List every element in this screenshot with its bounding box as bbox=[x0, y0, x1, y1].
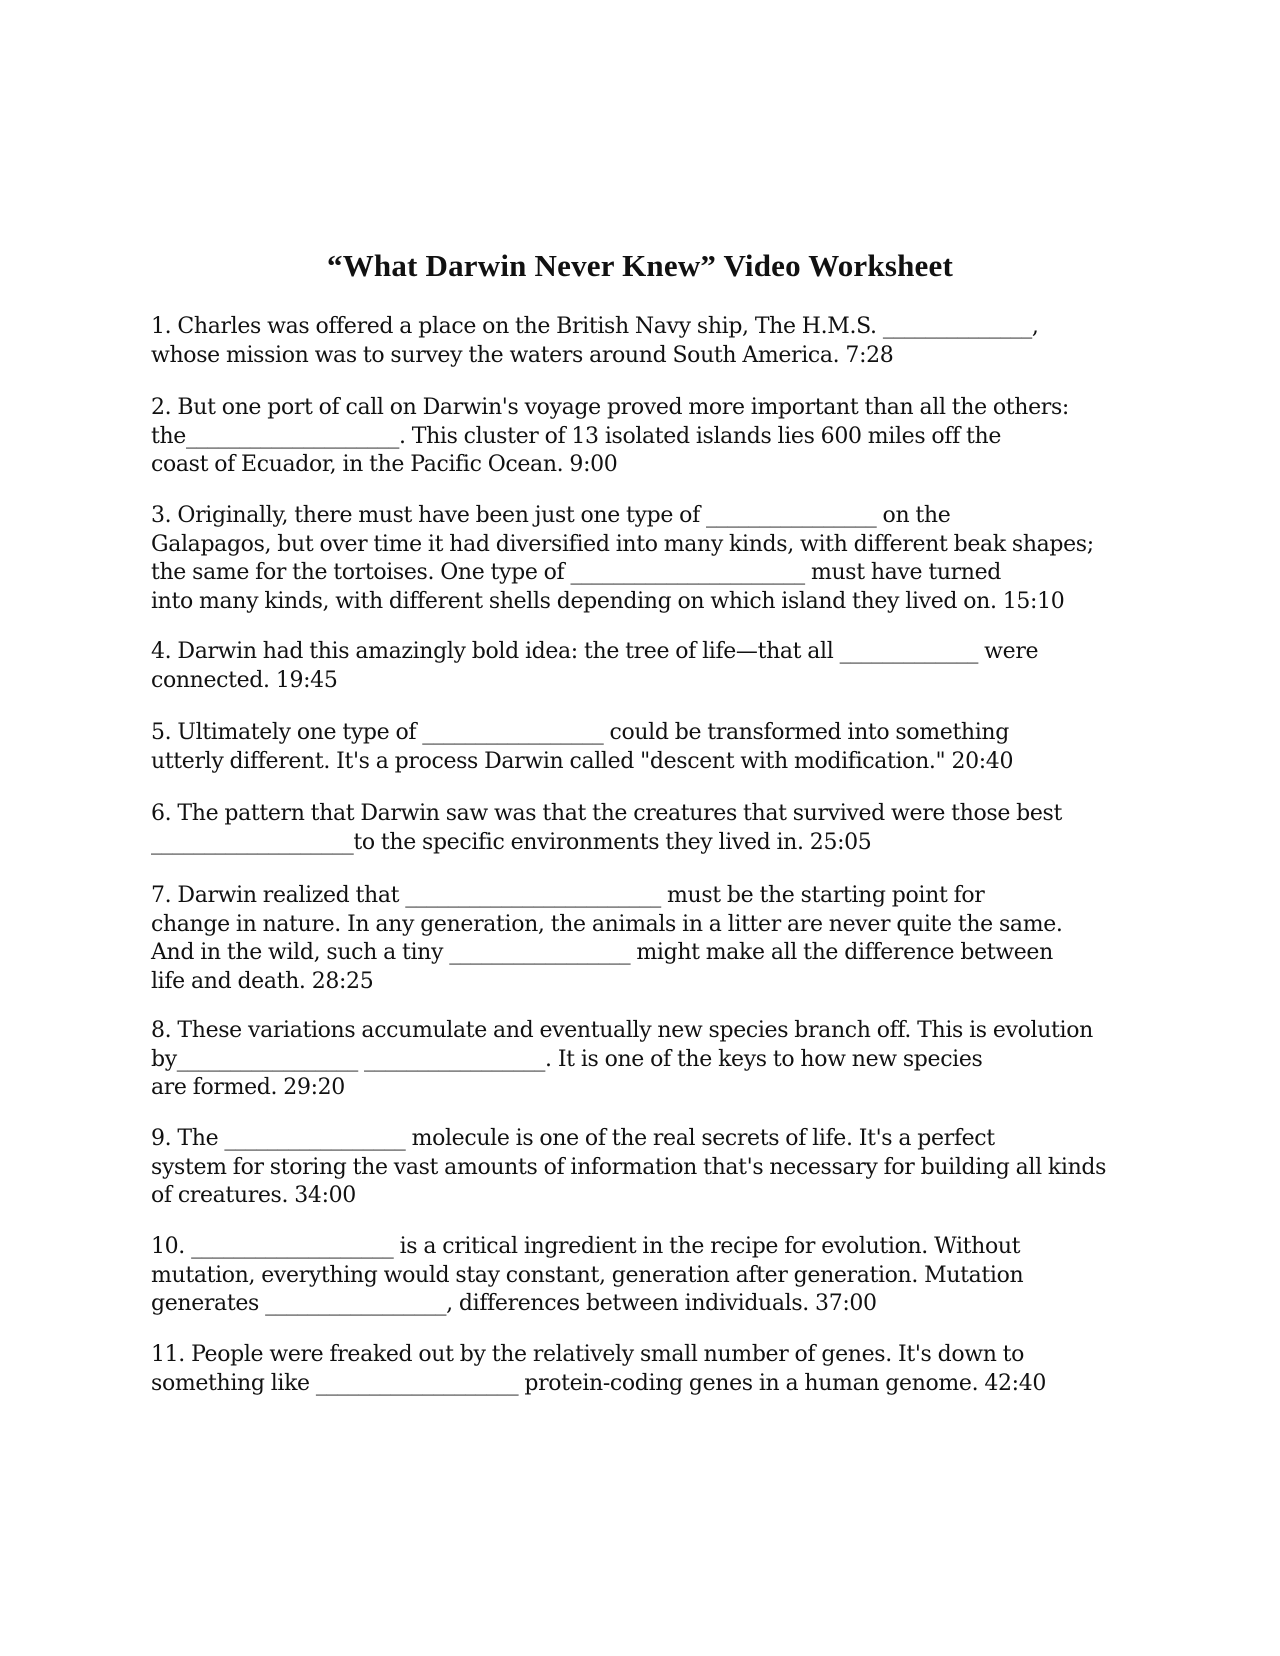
question-8 bbox=[151, 1017, 1093, 1103]
question-line: are formed. 29:20 bbox=[151, 1075, 345, 1100]
question-line: into many kinds, with different shells depending on which island they lived on. 15:10 bbox=[151, 588, 1065, 614]
question-line: system for storing the vast amounts of information that's necessary for building all kinds bbox=[151, 1154, 1107, 1180]
question-line: the same for the tortoises. One type of ______________________ must have turned bbox=[151, 560, 1002, 585]
question-line: 7. Darwin realized that ________________________ must be the starting point for bbox=[151, 883, 985, 908]
question-7 bbox=[151, 882, 1063, 996]
question-line: 6. The pattern that Darwin saw was that the creatures that survived were those best bbox=[151, 801, 1062, 826]
question-line: 9. The _________________ molecule is one of the real secrets of life. It's a perfect bbox=[151, 1126, 995, 1151]
question-line: 10. ___________________ is a critical ingredient in the recipe for evolution. Without bbox=[151, 1234, 1021, 1259]
question-line: something like ___________________ protein-coding genes in a human genome. 42:40 bbox=[151, 1370, 1047, 1396]
question-line: the____________________. This cluster of 13 isolated islands lies 600 miles off the bbox=[151, 423, 1002, 449]
question-line: 1. Charles was offered a place on the British Navy ship, The H.M.S. ______________, bbox=[151, 314, 1039, 339]
question-4 bbox=[151, 638, 1038, 695]
question-line: 2. But one port of call on Darwin's voyage proved more important than all the others: bbox=[151, 395, 1069, 420]
question-line: life and death. 28:25 bbox=[151, 968, 374, 994]
question-line: Galapagos, but over time it had diversified into many kinds, with different beak shapes; bbox=[151, 531, 1094, 557]
question-line: of creatures. 34:00 bbox=[151, 1183, 356, 1208]
question-line: change in nature. In any generation, the animals in a litter are never quite the same. bbox=[151, 911, 1063, 937]
question-line: ___________________to the specific environments they lived in. 25:05 bbox=[151, 829, 872, 855]
question-line: mutation, everything would stay constant, generation after generation. Mutation bbox=[151, 1262, 1024, 1288]
question-10 bbox=[151, 1233, 1023, 1319]
question-2 bbox=[151, 394, 1069, 480]
question-line: generates _________________, differences between individuals. 37:00 bbox=[151, 1291, 877, 1316]
question-6 bbox=[151, 800, 1062, 857]
question-line: by_________________ _________________. It is one of the keys to how new species bbox=[151, 1046, 983, 1072]
question-line: 11. People were freaked out by the relatively small number of genes. It's down to bbox=[151, 1342, 1025, 1367]
question-line: connected. 19:45 bbox=[151, 667, 338, 693]
question-line: 4. Darwin had this amazingly bold idea: the tree of life—that all _____________ were bbox=[151, 639, 1039, 664]
question-line: 3. Originally, there must have been just one type of ________________ on the bbox=[151, 503, 951, 528]
question-5 bbox=[151, 719, 1013, 776]
question-3 bbox=[151, 502, 1094, 616]
question-line: 8. These variations accumulate and eventually new species branch off. This is evolution bbox=[151, 1018, 1093, 1043]
page-title: “What Darwin Never Knew” Video Worksheet bbox=[327, 248, 953, 283]
question-line: whose mission was to survey the waters around South America. 7:28 bbox=[151, 342, 894, 368]
question-line: And in the wild, such a tiny _________________ might make all the difference between bbox=[151, 940, 1053, 965]
question-line: 5. Ultimately one type of _________________ could be transformed into something bbox=[151, 720, 1009, 745]
question-line: coast of Ecuador, in the Pacific Ocean. 9:00 bbox=[151, 452, 618, 477]
question-line: utterly different. It's a process Darwin called "descent with modification." 20:40 bbox=[151, 748, 1014, 774]
question-1 bbox=[151, 313, 1039, 370]
question-11 bbox=[151, 1341, 1046, 1398]
question-9 bbox=[151, 1125, 1106, 1211]
